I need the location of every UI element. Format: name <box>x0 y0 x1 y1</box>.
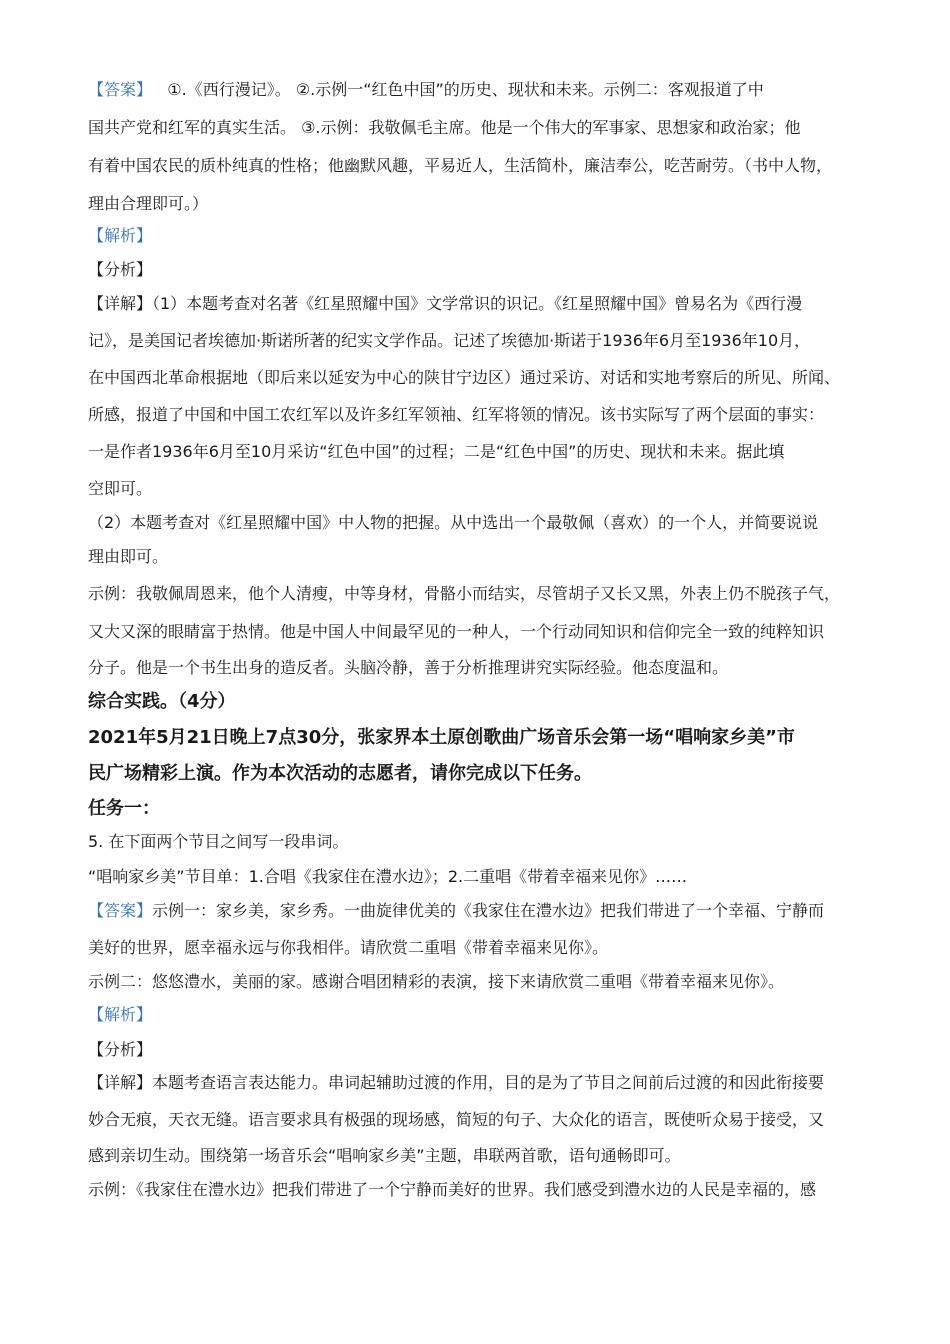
q5-question: 5. 在下面两个节目之间写一段串词。 <box>88 832 349 851</box>
answer-text: ①.《西行漫记》。 ②.示例一“红色中国”的历史、现状和未来。示例二：客观报道了中 <box>167 80 764 99</box>
detail-line: 【详解】（1）本题考查对名著《红星照耀中国》文学常识的识记。《红星照耀中国》曾易名为《西行漫 <box>88 294 803 313</box>
analysis-label: 【分析】 <box>88 1040 153 1059</box>
detail-line: 分子。他是一个书生出身的造反者。头脑冷静，善于分析推理讲究实际经验。他态度温和。 <box>88 658 729 677</box>
detail-line: 感到亲切生动。围绕第一场音乐会“唱响家乡美”主题，串联两首歌，语句通畅即可。 <box>88 1146 681 1165</box>
q5-program: “唱响家乡美”节目单：1.合唱《我家住在澧水边》；2.二重唱《带着幸福来见你》…… <box>88 867 688 886</box>
detail-line: 空即可。 <box>88 479 153 498</box>
q5-answer-line: 美好的世界，愿幸福永远与你我相伴。请欣赏二重唱《带着幸福来见你》。 <box>88 938 609 957</box>
detail-line: 示例：《我家住在澧水边》把我们带进了一个宁静而美好的世界。我们感受到澧水边的人民是幸福的，感 <box>88 1180 817 1199</box>
q4-answer-line: 有着中国农民的质朴纯真的性格；他幽默风趣，平易近人，生活简朴，廉洁奉公，吃苦耐劳。（书中人物， <box>88 156 833 175</box>
q5-answer-line <box>88 900 824 922</box>
analysis-tag: 【解析】 <box>88 1005 153 1024</box>
analysis-tag: 【解析】 <box>88 226 153 245</box>
answer-text: 示例一：家乡美，家乡秀。一曲旋律优美的《我家住在澧水边》把我们带进了一个幸福、宁静而 <box>152 901 825 920</box>
q5-answer-line: 示例二：悠悠澧水，美丽的家。感谢合唱团精彩的表演，接下来请欣赏二重唱《带着幸福来见你》。 <box>88 972 785 991</box>
detail-line: 又大又深的眼睛富于热情。他是中国人中间最罕见的一种人，一个行动同知识和信仰完全一致的纯粹知识 <box>88 622 825 641</box>
q4-answer-line: 国共产党和红军的真实生活。 ③.示例：我敬佩毛主席。他是一个伟大的军事家、思想家和政治家；他 <box>88 118 801 137</box>
detail-line: 记》，是美国记者埃德加·斯诺所著的纪实文学作品。记述了埃德加·斯诺于1936年6月至1936年10月， <box>88 331 811 350</box>
detail-line: 妙合无痕，天衣无缝。语言要求具有极强的现场感，简短的句子、大众化的语言，既使听众易于接受，又 <box>88 1110 825 1129</box>
section-title: 综合实践。（4分） <box>88 691 236 712</box>
q4-answer-line: 理由合理即可。） <box>88 194 209 213</box>
q4-answer-line <box>88 79 764 101</box>
detail-line: 【详解】本题考查语言表达能力。串词起辅助过渡的作用，目的是为了节目之间前后过渡的和因此衔接要 <box>88 1073 825 1092</box>
detail-line: （2）本题考查对《红星照耀中国》中人物的把握。从中选出一个最敬佩（喜欢）的一个人，并简要说说 <box>88 513 819 532</box>
detail-line: 所感，报道了中国和中国工农红军以及许多红军领袖、红军将领的情况。该书实际写了两个层面的事实： <box>88 405 825 424</box>
detail-line: 理由即可。 <box>88 547 169 566</box>
detail-line: 示例：我敬佩周恩来，他个人清瘦，中等身材，骨骼小而结实，尽管胡子又长又黑，外表上仍不脱孩子气， <box>88 584 841 603</box>
answer-tag: 【答案】 <box>88 80 153 99</box>
detail-line: 在中国西北革命根据地（即后来以延安为中心的陕甘宁边区）通过采访、对话和实地考察后的所见、所闻、 <box>88 368 841 387</box>
task-heading: 任务一： <box>88 798 160 819</box>
section-intro: 民广场精彩上演。作为本次活动的志愿者，请你完成以下任务。 <box>88 763 592 784</box>
analysis-label: 【分析】 <box>88 260 153 279</box>
detail-line: 一是作者1936年6月至10月采访“红色中国”的过程；二是“红色中国”的历史、现状和未来。据此填 <box>88 442 785 461</box>
section-intro: 2021年5月21日晚上7点30分，张家界本土原创歌曲广场音乐会第一场“唱响家乡美”市 <box>88 727 795 748</box>
answer-tag: 【答案】 <box>88 901 153 920</box>
